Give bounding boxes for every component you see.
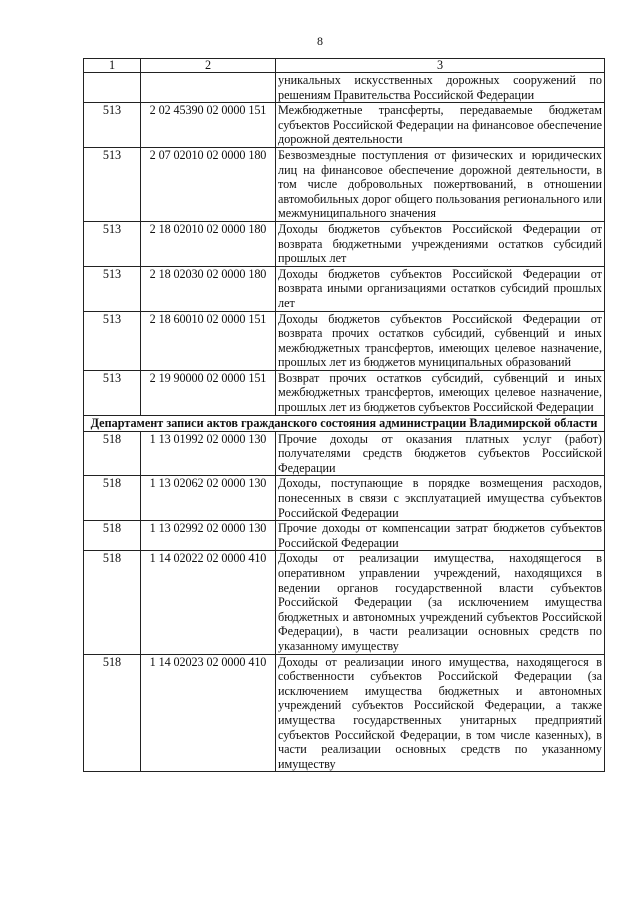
cell-code (141, 73, 276, 103)
cell-num: 513 (84, 266, 141, 311)
cell-code: 2 02 45390 02 0000 151 (141, 103, 276, 148)
cell-num: 513 (84, 103, 141, 148)
cell-code: 1 14 02022 02 0000 410 (141, 551, 276, 654)
cell-code: 1 14 02023 02 0000 410 (141, 654, 276, 772)
table-row (84, 551, 605, 654)
table-row (84, 103, 605, 148)
cell-num (84, 73, 141, 103)
table-row (84, 311, 605, 370)
cell-num: 513 (84, 147, 141, 221)
cell-description: Доходы от реализации иного имущества, находящегося в собственности субъектов Российской Федерации (за исключением имущества бюджетных и автономных учреждений субъектов Российской Федерации, а также имущества государственных унитарных предприятий субъектов Российской Федерации, в том числе казенных), в части реализации основных средств по указанному имуществу (276, 654, 605, 772)
table-row (84, 370, 605, 415)
cell-code: 1 13 02992 02 0000 130 (141, 521, 276, 551)
cell-code: 1 13 02062 02 0000 130 (141, 476, 276, 521)
cell-code: 2 18 02030 02 0000 180 (141, 266, 276, 311)
table-row-continuation (84, 73, 605, 103)
table-row (84, 147, 605, 221)
cell-num: 513 (84, 221, 141, 266)
cell-code: 2 07 02010 02 0000 180 (141, 147, 276, 221)
revenue-codes-table (83, 58, 605, 772)
cell-num: 518 (84, 551, 141, 654)
table-header-row (84, 59, 605, 73)
cell-description: Доходы от реализации имущества, находящегося в оперативном управлении учреждений, находящихся в ведении органов государственной власти субъектов Российской Федерации (за исключением имущества бюджетных и автономных учреждений субъектов Российской Федерации), в части реализации основных средств по указанному имуществу (276, 551, 605, 654)
cell-description: Возврат прочих остатков субсидий, субвенций и иных межбюджетных трансфертов, имеющих целевое назначение, прошлых лет из бюджетов субъектов Российской Федерации (276, 370, 605, 415)
cell-code: 1 13 01992 02 0000 130 (141, 431, 276, 476)
cell-description: Доходы бюджетов субъектов Российской Федерации от возврата иными организациями остатков субсидий прошлых лет (276, 266, 605, 311)
table-row (84, 221, 605, 266)
cell-code: 2 18 02010 02 0000 180 (141, 221, 276, 266)
table-row (84, 476, 605, 521)
cell-num: 518 (84, 521, 141, 551)
cell-num: 518 (84, 431, 141, 476)
cell-num: 518 (84, 476, 141, 521)
cell-num: 518 (84, 654, 141, 772)
department-heading-row (84, 415, 605, 431)
column-header-2: 2 (141, 59, 276, 73)
page-number: 8 (317, 34, 323, 48)
department-heading: Департамент записи актов гражданского состояния администрации Владимирской области (84, 415, 605, 431)
table-row (84, 654, 605, 772)
cell-description: Доходы, поступающие в порядке возмещения расходов, понесенных в связи с эксплуатацией имущества субъектов Российской Федерации (276, 476, 605, 521)
cell-num: 513 (84, 370, 141, 415)
cell-description: Прочие доходы от оказания платных услуг (работ) получателями средств бюджетов субъектов Российской Федерации (276, 431, 605, 476)
table-row (84, 431, 605, 476)
column-header-3: 3 (276, 59, 605, 73)
cell-code: 2 18 60010 02 0000 151 (141, 311, 276, 370)
cell-description: Доходы бюджетов субъектов Российской Федерации от возврата прочих остатков субсидий, субвенций и иных межбюджетных трансфертов, имеющих целевое назначение, прошлых лет из бюджетов муниципальных образований (276, 311, 605, 370)
column-header-1: 1 (84, 59, 141, 73)
cell-description: Доходы бюджетов субъектов Российской Федерации от возврата бюджетными учреждениями остатков субсидий прошлых лет (276, 221, 605, 266)
table-row (84, 266, 605, 311)
cell-description: Межбюджетные трансферты, передаваемые бюджетам субъектов Российской Федерации на финансовое обеспечение дорожной деятельности (276, 103, 605, 148)
cell-code: 2 19 90000 02 0000 151 (141, 370, 276, 415)
cell-num: 513 (84, 311, 141, 370)
table-row (84, 521, 605, 551)
cell-description: Безвозмездные поступления от физических и юридических лиц на финансовое обеспечение дорожной деятельности, в том числе добровольных пожертвований, в отношении автомобильных дорог общего пользования регионального или межмуниципального значения (276, 147, 605, 221)
cell-description: Прочие доходы от компенсации затрат бюджетов субъектов Российской Федерации (276, 521, 605, 551)
cell-description: уникальных искусственных дорожных сооружений по решениям Правительства Российской Федерации (276, 73, 605, 103)
